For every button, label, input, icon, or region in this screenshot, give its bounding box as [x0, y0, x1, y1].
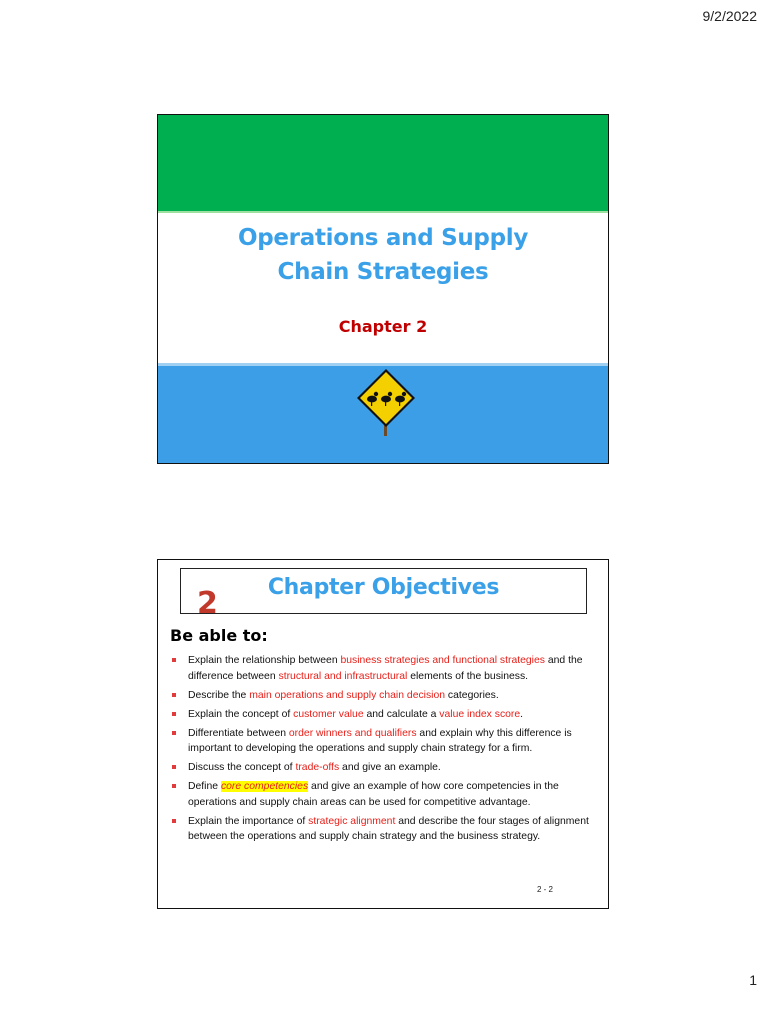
- page-number: 1: [749, 972, 757, 988]
- slide-title: Operations and Supply Chain Strategies: [237, 225, 529, 285]
- duck-crossing-sign-icon: [355, 367, 417, 439]
- bullet-icon: [172, 731, 176, 735]
- objectives-slide: [157, 559, 609, 909]
- green-band-divider: [158, 211, 608, 213]
- bullet-icon: [172, 693, 176, 697]
- print-date: 9/2/2022: [702, 8, 757, 24]
- list-item: Explain the concept of customer value and calculate a value index score.: [168, 707, 598, 723]
- bullet-icon: [172, 784, 176, 788]
- objectives-title: Chapter Objectives: [267, 575, 500, 600]
- bullet-icon: [172, 712, 176, 716]
- title-slide: [157, 114, 609, 464]
- intro-heading: Be able to:: [170, 626, 268, 645]
- list-item: Explain the importance of strategic alignment and describe the four stages of alignment between the operations and supply chain strategy and the business strategy.: [168, 814, 598, 845]
- bullet-icon: [172, 765, 176, 769]
- list-item: Differentiate between order winners and qualifiers and explain why this difference is important to developing the operations and supply chain strategy for a firm.: [168, 726, 598, 757]
- top-green-band: [158, 115, 608, 211]
- list-item: Discuss the concept of trade-offs and give an example.: [168, 760, 598, 776]
- chapter-number: 2: [197, 586, 218, 621]
- chapter-subtitle: Chapter 2: [338, 317, 428, 336]
- list-item: Define core competencies and give an example of how core competencies in the operations and supply chain areas can be used for competitive advantage.: [168, 779, 598, 810]
- objectives-list: [168, 653, 598, 848]
- slide-number: 2 - 2: [536, 885, 553, 894]
- list-item: Describe the main operations and supply chain decision categories.: [168, 688, 598, 704]
- bullet-icon: [172, 819, 176, 823]
- list-item: Explain the relationship between business strategies and functional strategies and the difference between structural and infrastructural elements of the business.: [168, 653, 598, 684]
- title-box: [180, 568, 587, 614]
- bullet-icon: [172, 658, 176, 662]
